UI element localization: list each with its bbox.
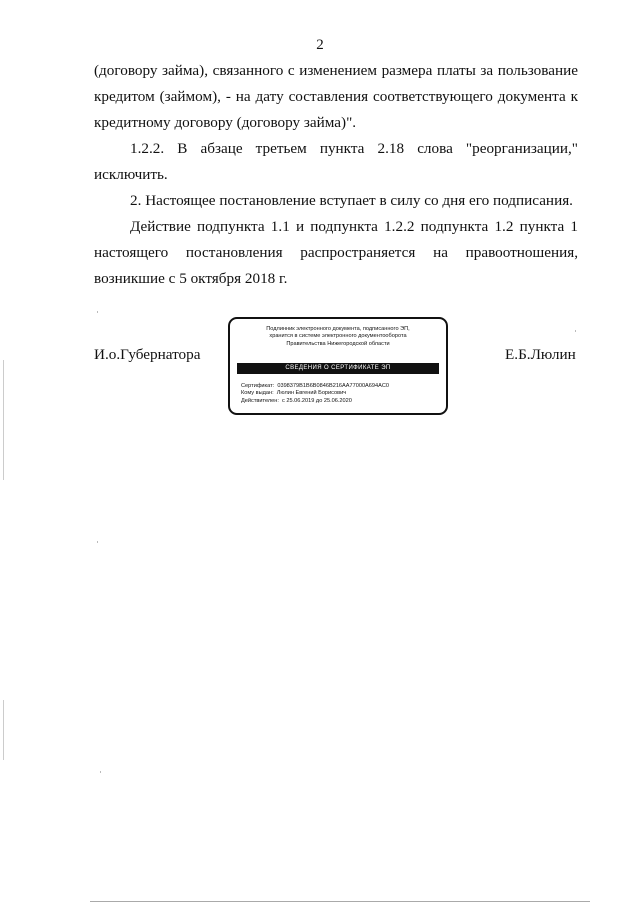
signatory-name: Е.Б.Люлин <box>505 346 576 363</box>
stamp-header-line: Подлинник электронного документа, подписанного ЭП, <box>266 326 410 332</box>
text-line: настоящего постановления распространяется на правоотношения, <box>94 244 578 261</box>
scan-speck <box>97 541 98 543</box>
validity-value: с 25.06.2019 до 25.06.2020 <box>282 397 352 404</box>
text-line: (договору займа), связанного с изменением размера платы за пользование <box>94 62 578 79</box>
paragraph-2 <box>94 188 578 214</box>
issued-to-label: Кому выдан: <box>241 390 274 397</box>
stamp-header <box>238 326 438 348</box>
issued-to-row <box>241 390 438 397</box>
scan-speck <box>97 311 98 313</box>
text-line: Действие подпункта 1.1 и подпункта 1.2.2 подпункта 1.2 пункта 1 <box>130 218 578 235</box>
certificate-value: 0398379B1B6B0846B216AA77000A694AC0 <box>277 383 390 389</box>
scan-speck <box>100 771 101 773</box>
stamp-header-line: хранится в системе электронного документооборота <box>269 333 407 340</box>
stamp-details <box>241 383 438 405</box>
validity-label: Действителен: <box>241 397 279 404</box>
text-line: 2. Настоящее постановление вступает в силу со дня его подписания. <box>130 192 573 209</box>
text-line: кредитом (займом), - на дату составления соответствующего документа к <box>94 88 578 105</box>
page-number: 2 <box>316 37 324 53</box>
paragraph-effect <box>94 214 578 292</box>
text-line: 1.2.2. В абзаце третьем пункта 2.18 слова "реорганизации," <box>130 140 578 157</box>
scan-edge-line <box>3 360 4 480</box>
electronic-signature-stamp <box>228 317 448 415</box>
paragraph-continuation <box>94 58 578 136</box>
paragraph-1-2-2 <box>94 136 578 188</box>
text-line: кредитному договору (договору займа)". <box>94 114 357 131</box>
stamp-header-line: Правительства Нижегородской области <box>286 340 390 347</box>
stamp-title: СВЕДЕНИЯ О СЕРТИФИКАТЕ ЭП <box>237 363 439 374</box>
signatory-position: И.о.Губернатора <box>94 346 201 363</box>
text-line: возникшие с 5 октября 2018 г. <box>94 270 288 287</box>
scan-speck <box>575 330 576 332</box>
validity-row <box>241 398 438 405</box>
text-line: исключить. <box>94 166 168 183</box>
certificate-label: Сертификат: <box>241 383 275 389</box>
scan-edge-line <box>3 700 4 760</box>
scan-bottom-line <box>90 901 590 902</box>
issued-to-value: Люлин Евгений Борисович <box>276 390 347 397</box>
